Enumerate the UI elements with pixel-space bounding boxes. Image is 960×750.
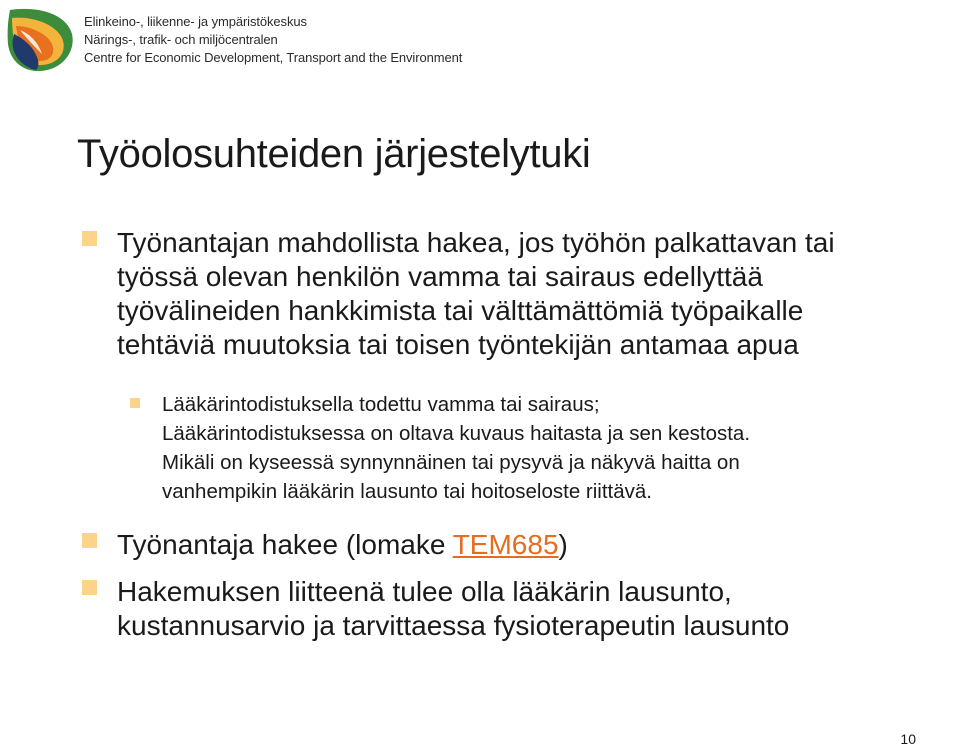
bullet-square-icon — [82, 533, 97, 548]
header — [4, 4, 524, 74]
bullet-3-line: Hakemuksen liitteenä tulee olla lääkärin lausunto, — [117, 576, 732, 607]
sub-bullet-line: Lääkärintodistuksessa on oltava kuvaus haitasta ja sen kestosta. — [162, 422, 751, 445]
tem685-form-link[interactable]: TEM685 — [452, 529, 559, 560]
page-number: 10 — [900, 731, 916, 747]
organization-name — [84, 13, 462, 67]
bullet-1-text — [117, 226, 835, 362]
bullet-2-suffix: ) — [558, 529, 568, 560]
sub-bullet-square-icon — [130, 398, 140, 408]
bullet-3-text — [117, 575, 789, 643]
slide-title: Työolosuhteiden järjestelytuki — [77, 132, 591, 176]
sub-bullet-text — [162, 390, 750, 506]
bullet-2-prefix: Työnantaja hakee (lomake — [117, 529, 453, 560]
bullet-3-line: kustannusarvio ja tarvittaessa fysioterapeutin lausunto — [117, 610, 790, 641]
sub-bullet-line: Lääkärintodistuksella todettu vamma tai sairaus; — [162, 393, 600, 416]
bullet-1-line: työvälineiden hankkimista tai välttämättömiä työpaikalle — [117, 295, 804, 326]
org-name-finnish: Elinkeino-, liikenne- ja ympäristökeskus — [84, 14, 307, 29]
bullet-1-line: tehtäviä muutoksia tai toisen työntekijän antamaa apua — [117, 329, 799, 360]
sub-bullet-line: vanhempikin lääkärin lausunto tai hoitoseloste riittävä. — [162, 480, 652, 503]
bullet-2-text — [117, 528, 568, 562]
org-name-english: Centre for Economic Development, Transport and the Environment — [84, 50, 463, 65]
ely-centre-logo-icon — [4, 4, 76, 74]
bullet-square-icon — [82, 231, 97, 246]
org-name-swedish: Närings-, trafik- och miljöcentralen — [84, 32, 278, 47]
sub-bullet-line: Mikäli on kyseessä synnynnäinen tai pysyvä ja näkyvä haitta on — [162, 451, 740, 474]
bullet-square-icon — [82, 580, 97, 595]
bullet-1-line: Työnantajan mahdollista hakea, jos työhön palkattavan tai — [117, 227, 835, 258]
bullet-1-line: työssä olevan henkilön vamma tai sairaus edellyttää — [117, 261, 763, 292]
